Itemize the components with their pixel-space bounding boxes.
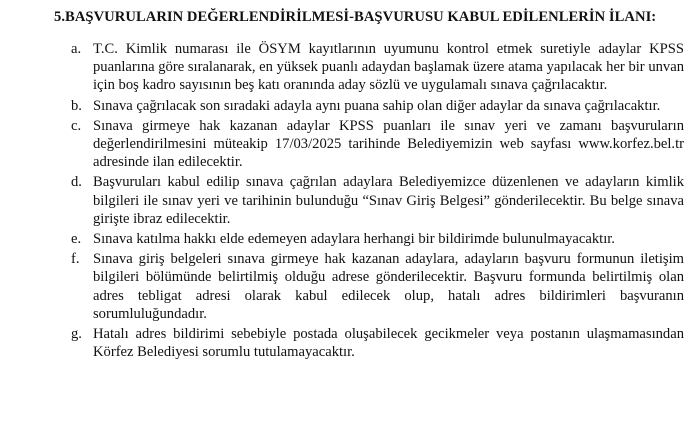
list-item-text: Sınava çağrılacak son sıradaki adayla aynı puana sahip olan diğer adaylar da sınava çağrılacaktır. [93,97,661,114]
list-marker: f. [71,251,80,268]
list-item-f [0,250,700,323]
list-item-text: Sınava katılma hakkı elde edemeyen adaylara herhangi bir bildirimde bulunulmayacaktır. [93,231,615,248]
list-marker: c. [71,117,82,134]
list-item-text: Hatalı adres bildirimi sebebiyle postada oluşabilecek gecikmeler veya postanın ulaşmamasından Körfez Belediyesi sorumlu tutulamayacaktır. [93,326,684,361]
list-marker: d. [71,174,82,191]
list-item-text: Sınava girmeye hak kazanan adaylar KPSS puanları ile sınav yeri ve zamanı başvuruların değerlendirilmesini müteakip 17/03/2025 tarihinde Belediyemizin web sayfası www.korfez.bel.tr adresinde ilan edilecektir. [93,117,684,171]
list-item-g [0,325,700,361]
list-item-b [0,97,700,115]
list-item-text: T.C. Kimlik numarası ile ÖSYM kayıtlarının uyumunu kontrol etmek suretiyle adaylar KPSS puanlarına göre sıralanarak, en yüksek puanlı adaydan başlamak üzere atama yapılacak her bir unvan için boş kadro sayısının beş katı oranında aday sözlü ve uygulamalı sınava çağrılacaktır. [93,41,684,94]
list-item-text: Başvuruları kabul edilip sınava çağrılan adaylara Belediyemizce düzenlenen ve adayların kimlik bilgileri ile sınav yeri ve tarihinin bulunduğu “Sınav Giriş Belgesi” gönderilecektir. Bu belge sınava girişte ibraz edilecektir. [93,174,684,227]
list-item-a [0,40,700,95]
list-item-e [0,230,700,248]
announcement-list [0,40,700,363]
list-item-text: Sınava giriş belgeleri sınava girmeye hak kazanan adaylara, adayların başvuru formunun iletişim bilgileri bölümünde belirtilmiş olduğu adrese gönderilecektir. Başvuru formunda belirtilmiş olan adres tebligat adresi olarak kabul edilecek olup, hatalı adres bildirimleri başvuranın sorumluluğundadır. [93,251,684,322]
section-heading: 5.BAŞVURULARIN DEĞERLENDİRİLMESİ-BAŞVURUSU KABUL EDİLENLERİN İLANI: [54,9,657,25]
list-marker: b. [71,97,82,114]
list-marker: e. [71,231,82,248]
list-marker: a. [71,41,82,57]
list-marker: g. [71,326,82,343]
list-item-d [0,173,700,228]
list-item-c [0,117,700,172]
